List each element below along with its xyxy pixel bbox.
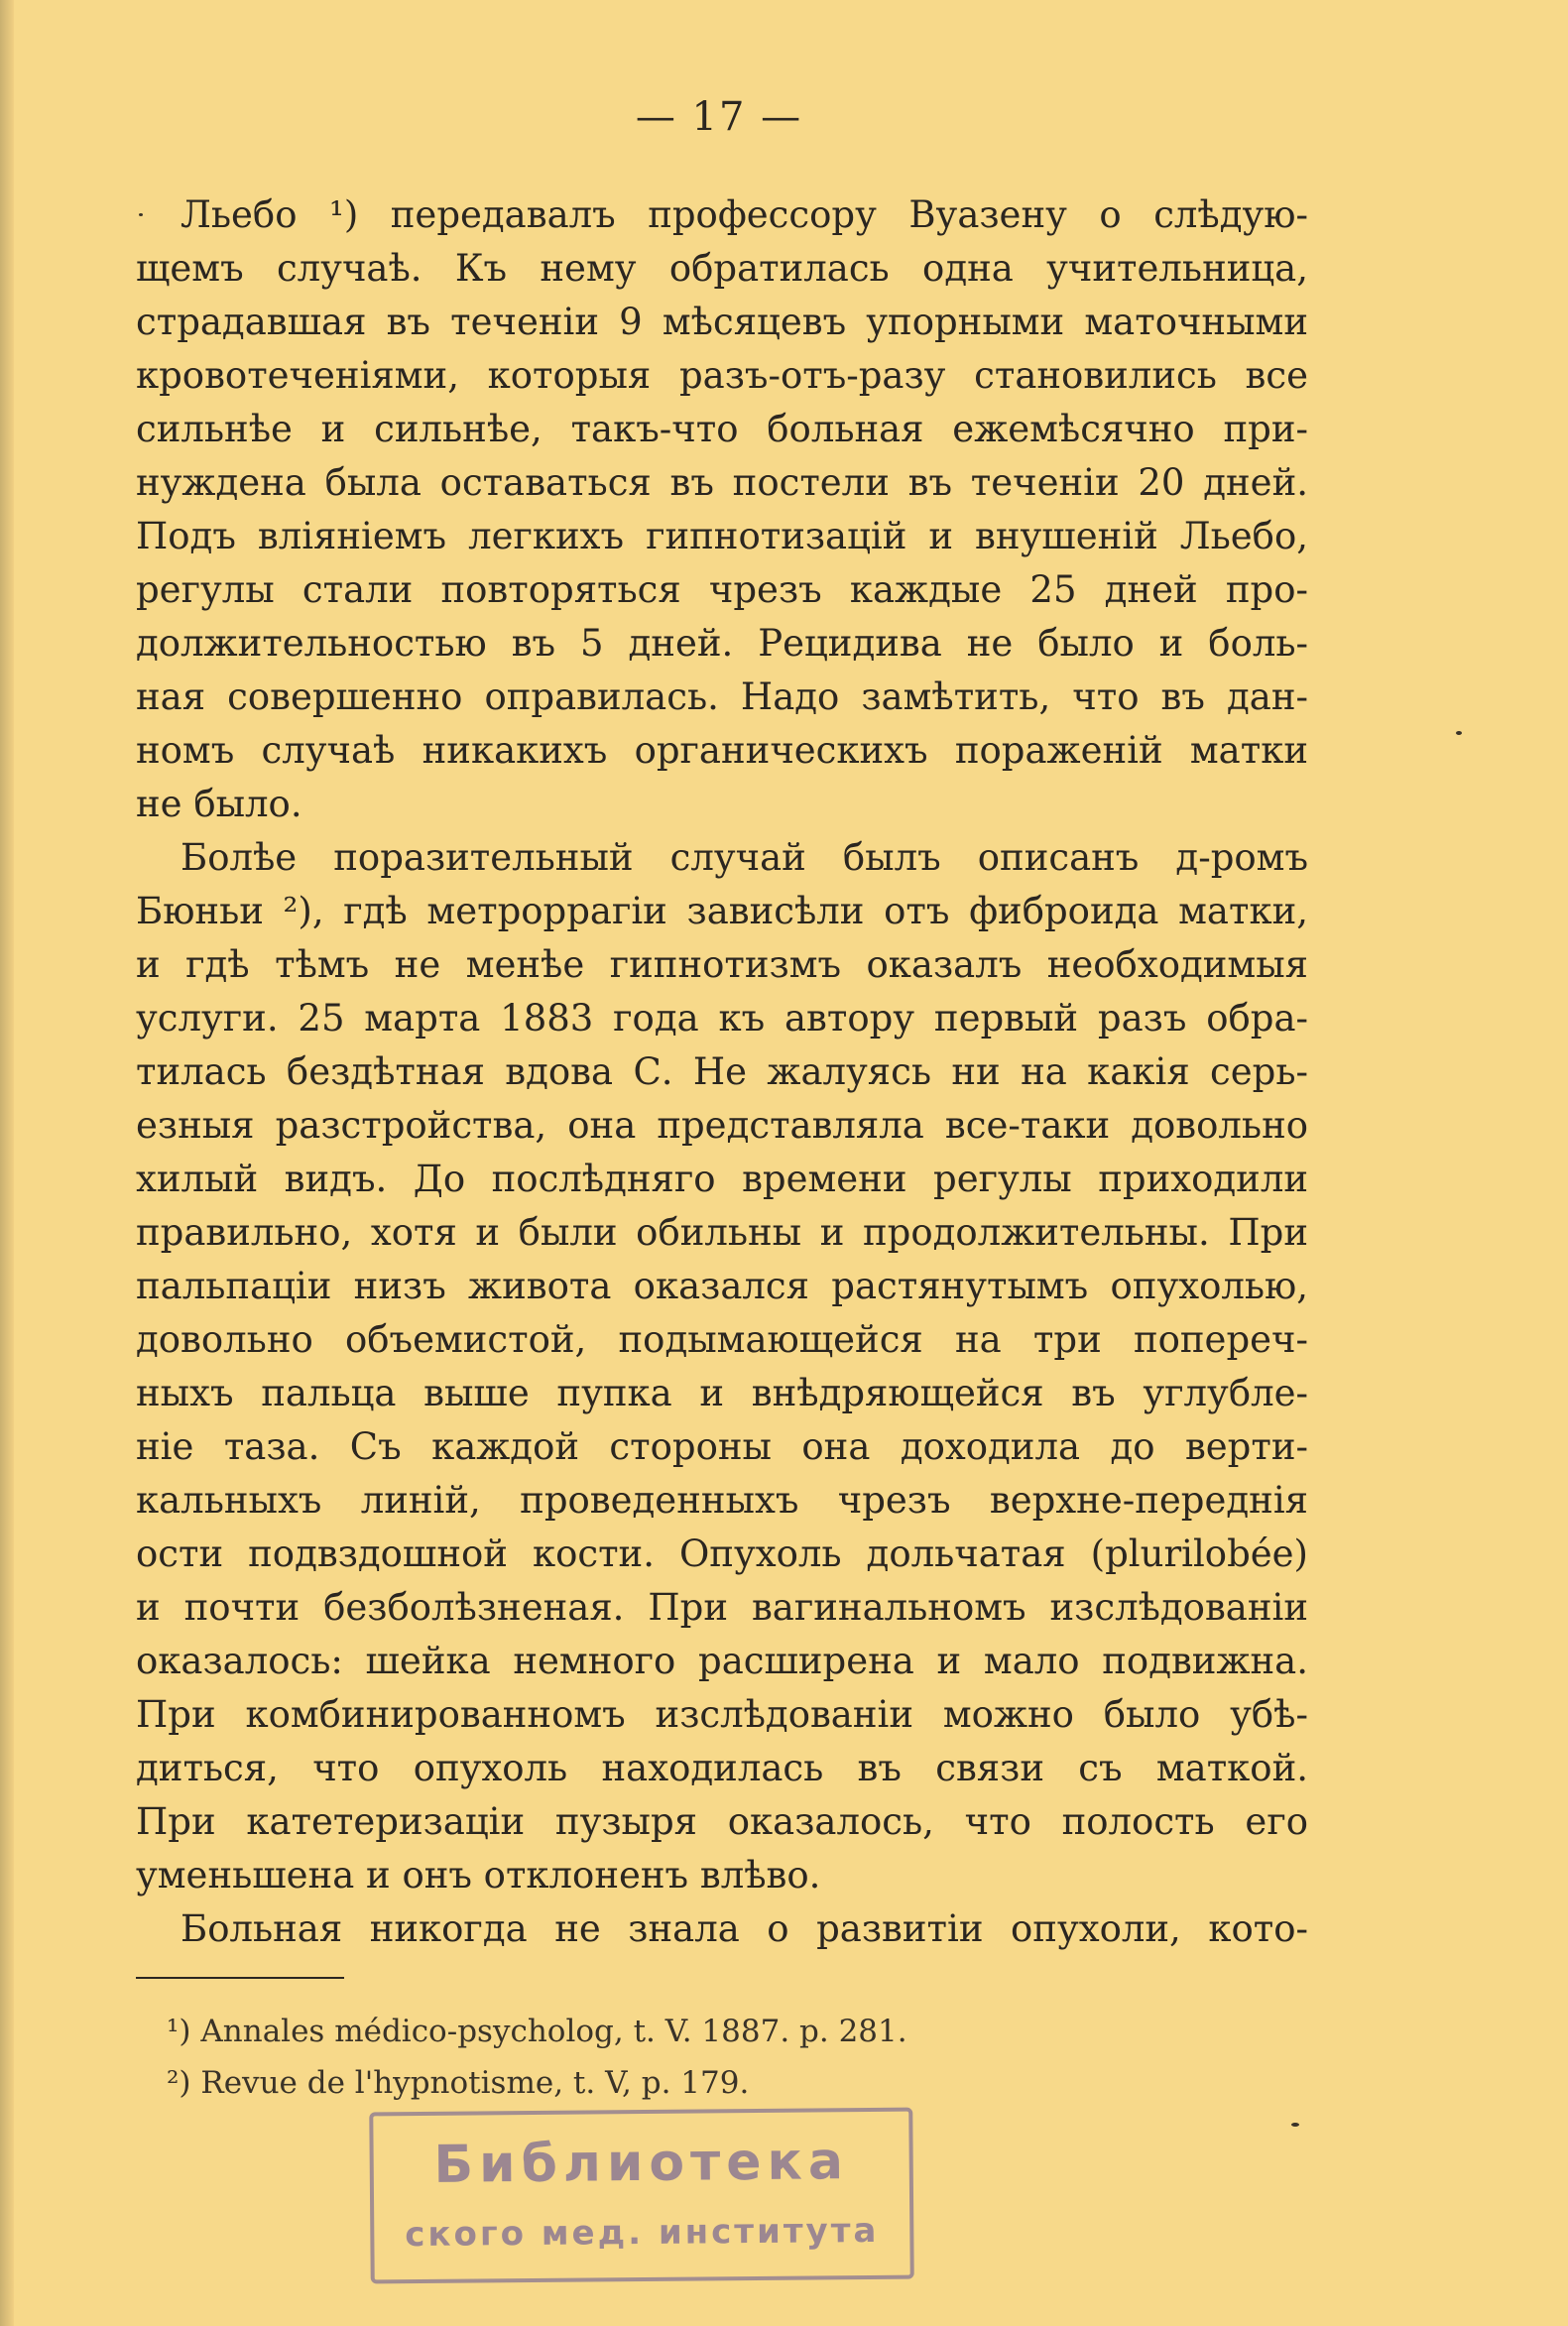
text-line: ная совершенно оправилась. Надо замѣтить, что въ дан- — [136, 675, 1308, 718]
paper-speck — [1456, 731, 1462, 735]
text-line: хилый видъ. До послѣдняго времени регулы приходили — [136, 1158, 1308, 1200]
text-line: Больная никогда не знала о развитіи опухоли, кото- — [181, 1907, 1308, 1950]
stamp-subtitle: ского мед. института — [405, 2210, 880, 2256]
text-line: должительностью въ 5 дней. Рецидива не было и боль- — [136, 622, 1308, 665]
text-line: страдавшая въ теченіи 9 мѣсяцевъ упорными маточными — [136, 301, 1308, 343]
footnote-2: ²) Revue de l'hypnotisme, t. V, p. 179. — [167, 2065, 750, 2101]
text-line: не было. — [136, 783, 302, 825]
text-line: услуги. 25 марта 1883 года къ автору первый разъ обра- — [136, 997, 1308, 1040]
text-line: пальпаціи низъ живота оказался растянутымъ опухолью, — [136, 1265, 1308, 1307]
text-line: уменьшена и онъ отклоненъ влѣво. — [136, 1854, 821, 1897]
paper-speck — [1291, 2123, 1299, 2127]
text-line: и почти безболѣзненая. При вагинальномъ изслѣдованіи — [136, 1586, 1308, 1629]
paper-speck — [139, 213, 143, 216]
text-line: диться, что опухоль находилась въ связи съ маткой. — [136, 1747, 1308, 1789]
page-left-edge — [0, 0, 14, 2326]
text-line: регулы стали повторяться чрезъ каждые 25 дней про- — [136, 568, 1308, 611]
paragraph-3 — [136, 1902, 1308, 1956]
text-line: правильно, хотя и были обильны и продолжительны. При — [136, 1211, 1308, 1254]
text-line: ныхъ пальца выше пупка и внѣдряющейся въ углубле- — [136, 1372, 1308, 1414]
text-line: оказалось: шейка немного расширена и мало подвижна. — [136, 1640, 1308, 1682]
text-line: и гдѣ тѣмъ не менѣе гипнотизмъ оказалъ необходимыя — [136, 943, 1308, 986]
text-line: сильнѣе и сильнѣе, такъ-что больная ежемѣсячно при- — [136, 408, 1308, 450]
text-line: нуждена была оставаться въ постели въ теченіи 20 дней. — [136, 461, 1308, 504]
page-number: — 17 — — [635, 94, 803, 140]
text-line: Подъ вліяніемъ легкихъ гипнотизацій и внушеній Льебо, — [136, 515, 1308, 557]
paragraph-1 — [136, 188, 1308, 831]
stamp-title: Библиотека — [433, 2132, 850, 2195]
text-line: тилась бездѣтная вдова С. Не жалуясь ни на какія серь- — [136, 1050, 1308, 1093]
footnote-separator — [136, 1977, 344, 1979]
library-stamp — [369, 2108, 913, 2284]
text-line: кальныхъ линій, проведенныхъ чрезъ верхне-переднія — [136, 1479, 1308, 1522]
text-line: номъ случаѣ никакихъ органическихъ пораженій матки — [136, 729, 1308, 772]
text-line: кровотеченіями, которыя разъ-отъ-разу становились все — [136, 354, 1308, 397]
paragraph-2 — [136, 831, 1308, 1902]
text-line: ніе таза. Съ каждой стороны она доходила до верти- — [136, 1425, 1308, 1468]
body-text — [136, 188, 1308, 1956]
text-line: ости подвздошной кости. Опухоль дольчатая (plurilobée) — [136, 1532, 1308, 1575]
text-line: Бюньи ²), гдѣ метроррагіи зависѣли отъ фиброида матки, — [136, 890, 1308, 932]
text-line: Льебо ¹) передавалъ профессору Вуазену о слѣдую- — [181, 193, 1308, 236]
text-line: При комбинированномъ изслѣдованіи можно было убѣ- — [136, 1693, 1308, 1736]
text-line: довольно объемистой, подымающейся на три попереч- — [136, 1318, 1308, 1361]
footnote-1: ¹) Annales médico-psycholog, t. V. 1887. p. 281. — [167, 2014, 907, 2049]
footnotes — [167, 2006, 907, 2109]
text-line: Болѣе поразительный случай былъ описанъ д-ромъ — [181, 836, 1308, 879]
text-line: При катетеризаціи пузыря оказалось, что полость его — [136, 1800, 1308, 1843]
text-line: езныя разстройства, она представляла все-таки довольно — [136, 1104, 1308, 1147]
text-line: щемъ случаѣ. Къ нему обратилась одна учительница, — [136, 247, 1308, 290]
